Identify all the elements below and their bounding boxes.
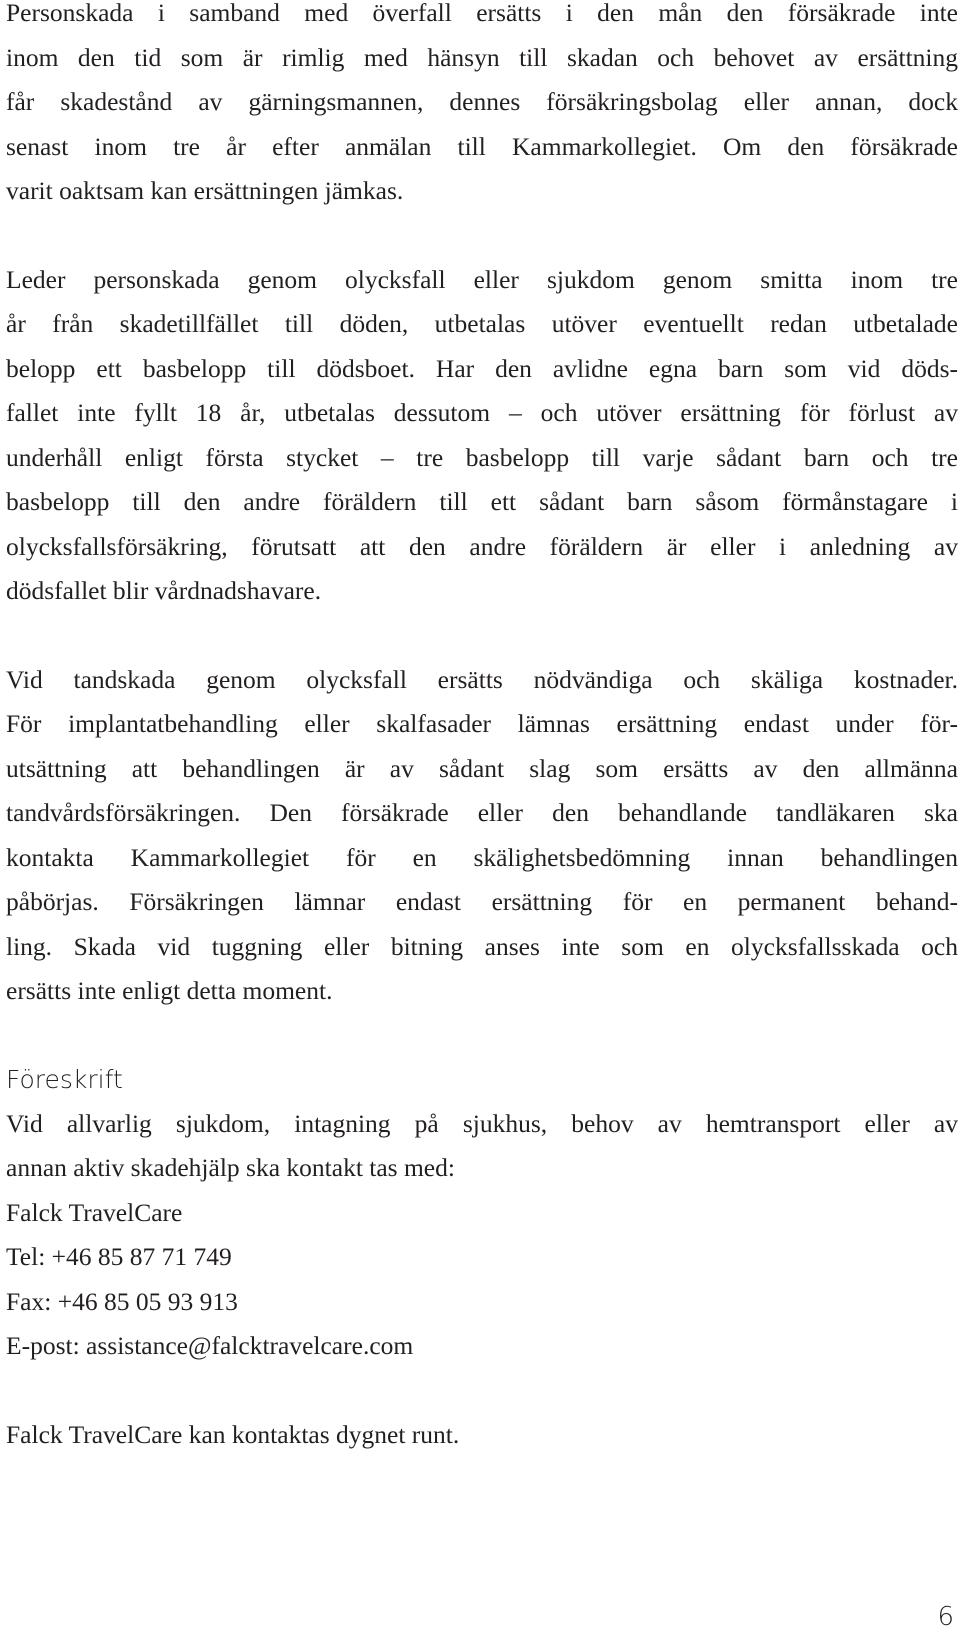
text-line: belopp ett basbelopp till dödsboet. Har den avlidne egna barn som vid döds- [6, 353, 958, 383]
text-line: inom den tid som är rimlig med hänsyn till skadan och behovet av ersättning [6, 42, 958, 72]
text-line: basbelopp till den andre föräldern till ett sådant barn såsom förmånstagare i [6, 487, 958, 516]
document-page [6, 0, 958, 1457]
paragraph-spacer [6, 1369, 958, 1413]
text-line: varit oaktsam kan ersättningen jämkas. [6, 176, 404, 205]
text-line: ling. Skada vid tuggning eller bitning anses inte som en olycksfallsskada och [6, 931, 958, 961]
text-line: För implantatbehandling eller skalfasader lämnas ersättning endast under för- [6, 709, 958, 738]
page-number: 6 [937, 1602, 954, 1632]
text-line: kontakta Kammarkollegiet för en skälighetsbedömning innan behandlingen [6, 842, 958, 872]
contact-fax: Fax: +46 85 05 93 913 [6, 1286, 238, 1316]
paragraph-assault-injury [6, 0, 958, 214]
paragraph-availability [6, 1413, 958, 1458]
text-line: påbörjas. Försäkringen lämnar endast ersättning för en permanent behand- [6, 887, 958, 916]
text-line: utsättning att behandlingen är av sådant slag som ersätts av den allmänna [6, 753, 958, 783]
text-line: annan aktiv skadehjälp ska kontakt tas med: [6, 1153, 455, 1182]
text-line: Vid allvarlig sjukdom, intagning på sjukhus, behov av hemtransport eller av [6, 1108, 958, 1138]
text-line: Leder personskada genom olycksfall eller sjukdom genom smitta inom tre [6, 264, 958, 294]
paragraph-death-benefit [6, 258, 958, 614]
paragraph-instructions [6, 1102, 958, 1191]
text-line: år från skadetillfället till döden, utbetalas utöver eventuellt redan utbetalade [6, 309, 958, 338]
text-line: senast inom tre år efter anmälan till Kammarkollegiet. Om den försäkrade [6, 131, 958, 161]
paragraph-dental-injury [6, 658, 958, 1014]
contact-name: Falck TravelCare [6, 1197, 183, 1227]
text-line: får skadestånd av gärningsmannen, dennes försäkringsbolag eller annan, dock [6, 87, 958, 116]
text-line: underhåll enligt första stycket – tre basbelopp till varje sådant barn och tre [6, 442, 958, 472]
text-line: Vid tandskada genom olycksfall ersätts nödvändiga och skäliga kostnader. [6, 664, 958, 694]
text-line: dödsfallet blir vårdnadshavare. [6, 576, 322, 605]
section-heading: Föreskrift [6, 1064, 123, 1094]
text-line: Falck TravelCare kan kontaktas dygnet runt. [6, 1419, 460, 1449]
paragraph-spacer [6, 1014, 958, 1058]
text-line: tandvårdsförsäkringen. Den försäkrade eller den behandlande tandläkaren ska [6, 798, 958, 827]
text-line: olycksfallsförsäkring, förutsatt att den andre föräldern är eller i anledning av [6, 531, 958, 561]
text-line: Personskada i samband med överfall ersätts i den mån den försäkrade inte [6, 0, 958, 27]
contact-email: E-post: assistance@falcktravelcare.com [6, 1331, 414, 1360]
text-line: ersätts inte enligt detta moment. [6, 976, 333, 1005]
text-line: fallet inte fyllt 18 år, utbetalas dessutom – och utöver ersättning för förlust av [6, 398, 958, 427]
paragraph-spacer [6, 614, 958, 658]
contact-block [6, 1191, 958, 1369]
contact-phone: Tel: +46 85 87 71 749 [6, 1242, 232, 1271]
paragraph-spacer [6, 214, 958, 258]
